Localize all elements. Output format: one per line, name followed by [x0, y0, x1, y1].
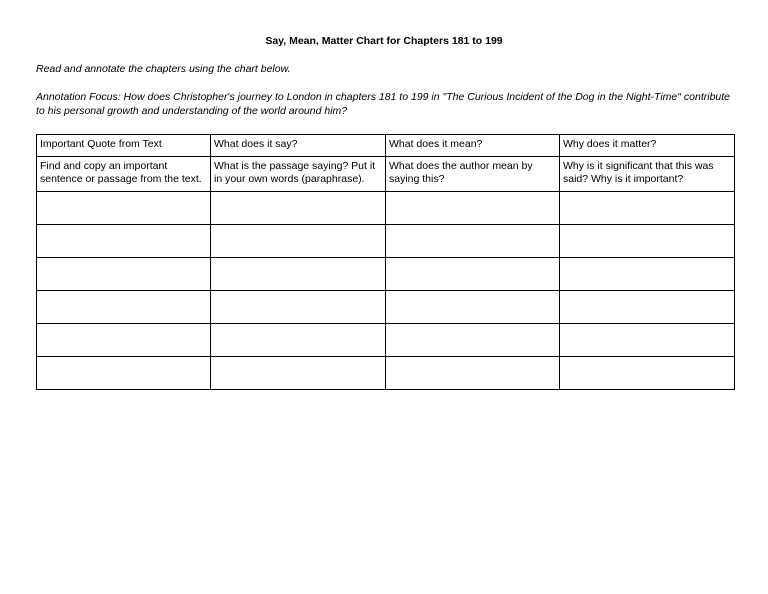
header-say: What does it say?	[211, 135, 386, 157]
annotation-focus-text: Annotation Focus: How does Christopher's journey to London in chapters 181 to 199 in "The Curious Incident of the Dog in the Night-Time" contribute to his personal growth and understanding of the world around him?	[36, 91, 731, 117]
blank-cell[interactable]	[37, 225, 211, 258]
say-mean-matter-chart	[36, 134, 735, 390]
table-row	[37, 225, 735, 258]
blank-cell[interactable]	[560, 192, 735, 225]
blank-cell[interactable]	[560, 291, 735, 324]
blank-cell[interactable]	[37, 324, 211, 357]
blank-cell[interactable]	[211, 258, 386, 291]
blank-cell[interactable]	[37, 357, 211, 390]
blank-cell[interactable]	[386, 192, 560, 225]
blank-cell[interactable]	[37, 258, 211, 291]
blank-cell[interactable]	[560, 258, 735, 291]
blank-cell[interactable]	[211, 357, 386, 390]
blank-cell[interactable]	[211, 225, 386, 258]
document-title: Say, Mean, Matter Chart for Chapters 181 to 199	[265, 35, 503, 47]
table-row	[37, 291, 735, 324]
blank-cell[interactable]	[386, 324, 560, 357]
table-row	[37, 324, 735, 357]
blank-cell[interactable]	[560, 357, 735, 390]
prompt-say: What is the passage saying? Put it in your own words (paraphrase).	[211, 157, 386, 192]
chart-header-row	[37, 135, 735, 157]
blank-cell[interactable]	[37, 291, 211, 324]
blank-cell[interactable]	[37, 192, 211, 225]
table-row	[37, 357, 735, 390]
blank-cell[interactable]	[386, 291, 560, 324]
header-quote: Important Quote from Text	[37, 135, 211, 157]
table-row	[37, 258, 735, 291]
header-matter: Why does it matter?	[560, 135, 735, 157]
prompt-matter: Why is it significant that this was said? Why is it important?	[560, 157, 735, 192]
header-mean: What does it mean?	[386, 135, 560, 157]
chart-prompt-row	[37, 157, 735, 192]
blank-cell[interactable]	[386, 357, 560, 390]
blank-cell[interactable]	[560, 324, 735, 357]
blank-cell[interactable]	[211, 192, 386, 225]
blank-cell[interactable]	[211, 324, 386, 357]
instructions-text: Read and annotate the chapters using the chart below.	[36, 63, 291, 75]
blank-cell[interactable]	[211, 291, 386, 324]
prompt-mean: What does the author mean by saying this?	[386, 157, 560, 192]
table-row	[37, 192, 735, 225]
prompt-quote: Find and copy an important sentence or passage from the text.	[37, 157, 211, 192]
blank-cell[interactable]	[386, 225, 560, 258]
blank-cell[interactable]	[386, 258, 560, 291]
blank-cell[interactable]	[560, 225, 735, 258]
